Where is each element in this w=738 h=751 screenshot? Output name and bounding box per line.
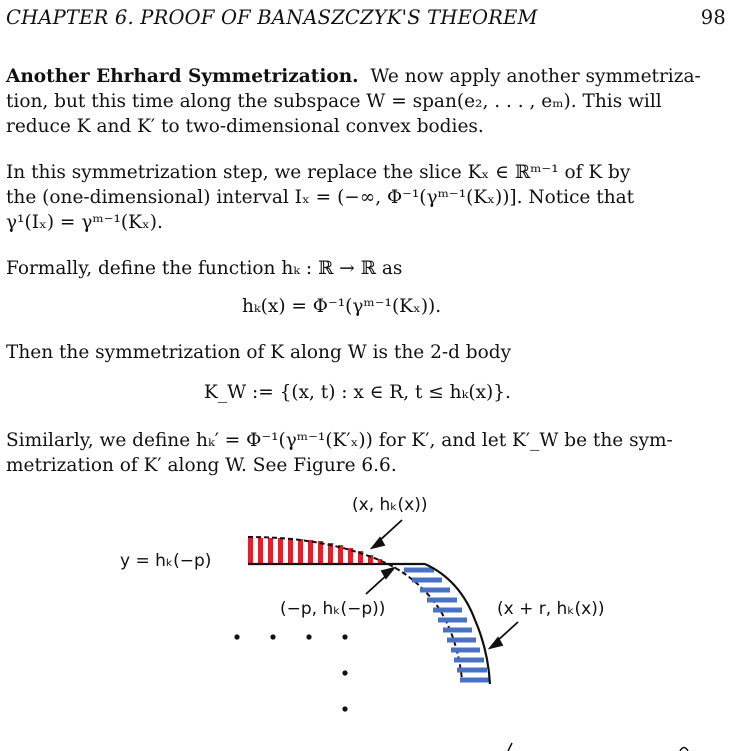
label-right: (x + r, hₖ(x)) [497, 599, 605, 619]
text-line: the (one-dimensional) interval Iₓ = (−∞, Φ⁻¹(γᵐ⁻¹(Kₓ))]. Notice that [6, 187, 635, 208]
page-header [6, 6, 726, 36]
text-line: We now apply another symmetriza- [370, 66, 701, 87]
paragraph-then: Then the symmetrization of K along W is the 2-d body [6, 342, 512, 363]
label-top: (x, hₖ(x)) [352, 495, 428, 515]
paragraph-slice [6, 160, 728, 235]
ellipsis-dots [234, 634, 347, 711]
cutoff-mark [680, 748, 688, 751]
paragraph-ehrhard [6, 64, 728, 139]
label-mid: (−p, hₖ(−p)) [280, 599, 386, 619]
text-line: tion, but this time along the subspace W = span(e₂, . . . , eₘ). This will [6, 91, 662, 112]
equation-hk: hₖ(x) = Φ⁻¹(γᵐ⁻¹(Kₓ)). [242, 296, 442, 317]
arrows [366, 520, 518, 648]
equation-kw: K_W := {(x, t) : x ∈ R, t ≤ hₖ(x)}. [204, 382, 511, 403]
paragraph-formally: Formally, define the function hₖ : ℝ → ℝ as [6, 258, 403, 279]
text-line: γ¹(Iₓ) = γᵐ⁻¹(Kₓ). [6, 212, 163, 233]
text-line: metrization of K′ along W. See Figure 6.6. [6, 455, 397, 476]
section-heading: Another Ehrhard Symmetrization. [6, 66, 359, 87]
label-left: y = hₖ(−p) [120, 551, 212, 571]
text-line: Similarly, we define hₖ′ = Φ⁻¹(γᵐ⁻¹(K′ₓ)) for K′, and let K′_W be the sym- [6, 430, 673, 451]
text-line: In this symmetrization step, we replace the slice Kₓ ∈ ℝᵐ⁻¹ of K by [6, 162, 631, 183]
paragraph-similarly [6, 428, 728, 478]
cutoff-mark [508, 743, 512, 751]
page-number: 98 [700, 6, 726, 29]
figure-6-6 [0, 476, 738, 751]
text-line: reduce K and K′ to two-dimensional convex bodies. [6, 116, 484, 137]
chapter-title: CHAPTER 6. PROOF OF BANASZCZYK'S THEOREM [6, 6, 538, 29]
